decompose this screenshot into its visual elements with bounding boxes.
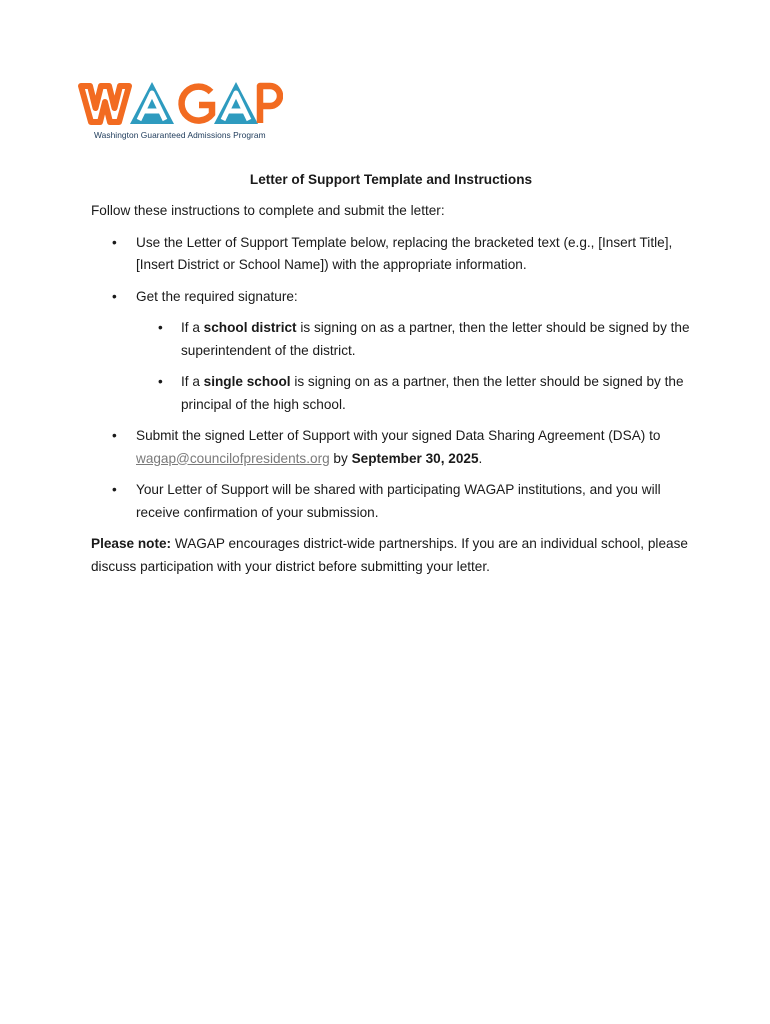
instruction-list	[91, 232, 691, 525]
wagap-logo	[78, 78, 283, 144]
bullet-icon: •	[112, 482, 117, 497]
instruction-template: Use the Letter of Support Template below, replacing the bracketed text (e.g., [Insert Title], [Insert District or School Name]) with the appropriate information.	[136, 234, 673, 272]
note-text: WAGAP encourages district-wide partnerships. If you are an individual school, please discuss participation with your district before submitting your letter.	[91, 536, 688, 574]
list-item	[91, 479, 691, 524]
list-item	[91, 425, 691, 470]
list-item	[136, 317, 691, 362]
bullet-icon: •	[112, 288, 117, 304]
sub-item-text: If a school district is signing on as a partner, then the letter should be signed by the superintendent of the district.	[181, 320, 690, 358]
instruction-submit: Submit the signed Letter of Support with your signed Data Sharing Agreement (DSA) to wagap@councilofpresidents.org by September 30, 2025.	[136, 428, 661, 466]
instruction-confirmation: Your Letter of Support will be shared with participating WAGAP institutions, and you will receive confirmation of your submission.	[136, 482, 661, 520]
list-item	[136, 371, 691, 416]
bullet-icon: •	[158, 374, 163, 389]
bullet-icon: •	[158, 320, 163, 335]
email-link[interactable]: wagap@councilofpresidents.org	[136, 450, 330, 466]
bold-single-school: single school	[203, 374, 291, 389]
note-label: Please note:	[91, 536, 172, 551]
deadline-date: September 30, 2025	[351, 450, 479, 466]
bold-school-district: school district	[203, 320, 297, 335]
bullet-icon: •	[112, 234, 117, 250]
bullet-icon: •	[112, 428, 117, 443]
instructions-body	[91, 170, 691, 578]
list-item	[91, 232, 691, 277]
logo-subtitle: Washington Guaranteed Admissions Program	[94, 130, 266, 140]
please-note	[91, 533, 691, 578]
intro-text: Follow these instructions to complete and submit the letter:	[91, 203, 445, 218]
document-title: Letter of Support Template and Instructions	[249, 172, 533, 187]
signature-sublist	[136, 317, 691, 416]
wagap-wordmark-graphic	[78, 78, 283, 130]
instruction-signature: Get the required signature:	[136, 288, 298, 304]
list-item	[91, 286, 691, 417]
sub-item-text: If a single school is signing on as a partner, then the letter should be signed by the principal of the high school.	[181, 374, 684, 412]
